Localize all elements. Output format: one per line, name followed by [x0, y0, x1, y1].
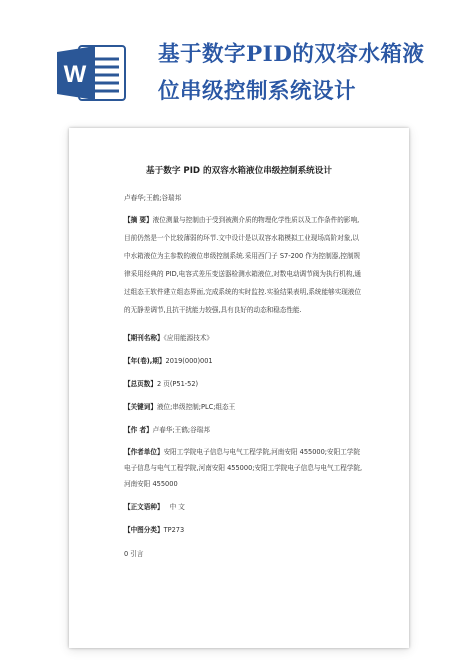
field-value: 2019(000)001 [165, 357, 213, 365]
affiliation-line: 安阳工学院电子信息与电气工程学院,河南安阳 455000;安阳工学院 [163, 448, 360, 456]
field-value: TP273 [163, 526, 185, 534]
word-icon [57, 44, 127, 102]
affiliation-line: 电子信息与电气工程学院,河南安阳 455000;安阳工学院电子信息与电气工程学院, [124, 464, 363, 472]
paper-title: 基于数字 PID 的双容水箱液位串级控制系统设计 [146, 166, 332, 176]
field-label: 【关键词】 [124, 403, 157, 411]
abstract-line: 目前仍然是一个比较薄弱的环节.文中设计是以双容水箱模拟工业现场高阶对象,以 [124, 234, 359, 242]
field-label: 【期刊名称】 [124, 334, 164, 342]
field-journal [124, 332, 213, 342]
field-label: 【年(卷),期】 [124, 357, 166, 365]
field-value: 液位;串级控制;PLC;组态王 [156, 403, 236, 411]
field-year-volume [124, 355, 213, 365]
document-page [69, 128, 409, 648]
affiliation-line: 河南安阳 455000 [124, 480, 178, 488]
abstract-line: 的无静差调节,且抗干扰能力较强,具有良好的动态和稳态性能. [124, 306, 302, 314]
field-label: 【作 者】 [124, 426, 153, 434]
abstract-first-line [124, 214, 359, 224]
abstract-line: 液位测量与控制由于受到被测介质的物理化学性质以及工作条件的影响, [152, 216, 360, 224]
field-pages [124, 378, 198, 388]
field-value: 卢春华;王鹤;谷瑞邦 [152, 426, 210, 434]
field-keywords [124, 401, 235, 411]
word-icon-letter: W [63, 61, 87, 88]
section-heading: 0 引言 [124, 550, 144, 558]
document-title [158, 36, 458, 110]
abstract-label: 【摘 要】 [124, 216, 153, 224]
abstract-line: 中水箱液位为主参数的液位串级控制系统.采用西门子 S7-200 作为控制器,控制规 [124, 252, 361, 260]
field-authors [124, 424, 210, 434]
field-value: 中 文 [169, 503, 185, 511]
abstract-line: 过组态王软件建立组态界面,完成系统的实时监控.实验结果表明,系统能够实现液位 [124, 288, 362, 296]
authors: 卢春华;王鹤;谷瑞邦 [124, 194, 182, 202]
abstract-line: 律采用经典的 PID,电容式差压变送器检测水箱液位,对数电动调节阀为执行机构,通 [124, 270, 361, 278]
field-label: 【作者单位】 [124, 448, 164, 456]
field-value: 《应用能源技术》 [163, 334, 214, 342]
field-affiliation [124, 446, 360, 456]
field-value: 2 页(P51-52) [156, 380, 199, 388]
field-label: 【正文语种】 [124, 503, 164, 511]
field-language [124, 501, 185, 511]
field-label: 【中图分类】 [124, 526, 164, 534]
document-title-line-2: 位串级控制系统设计 [158, 79, 357, 104]
document-title-line-1: 基于数字PID的双容水箱液 [158, 42, 425, 67]
field-label: 【总页数】 [124, 380, 157, 388]
field-classification [124, 524, 184, 534]
